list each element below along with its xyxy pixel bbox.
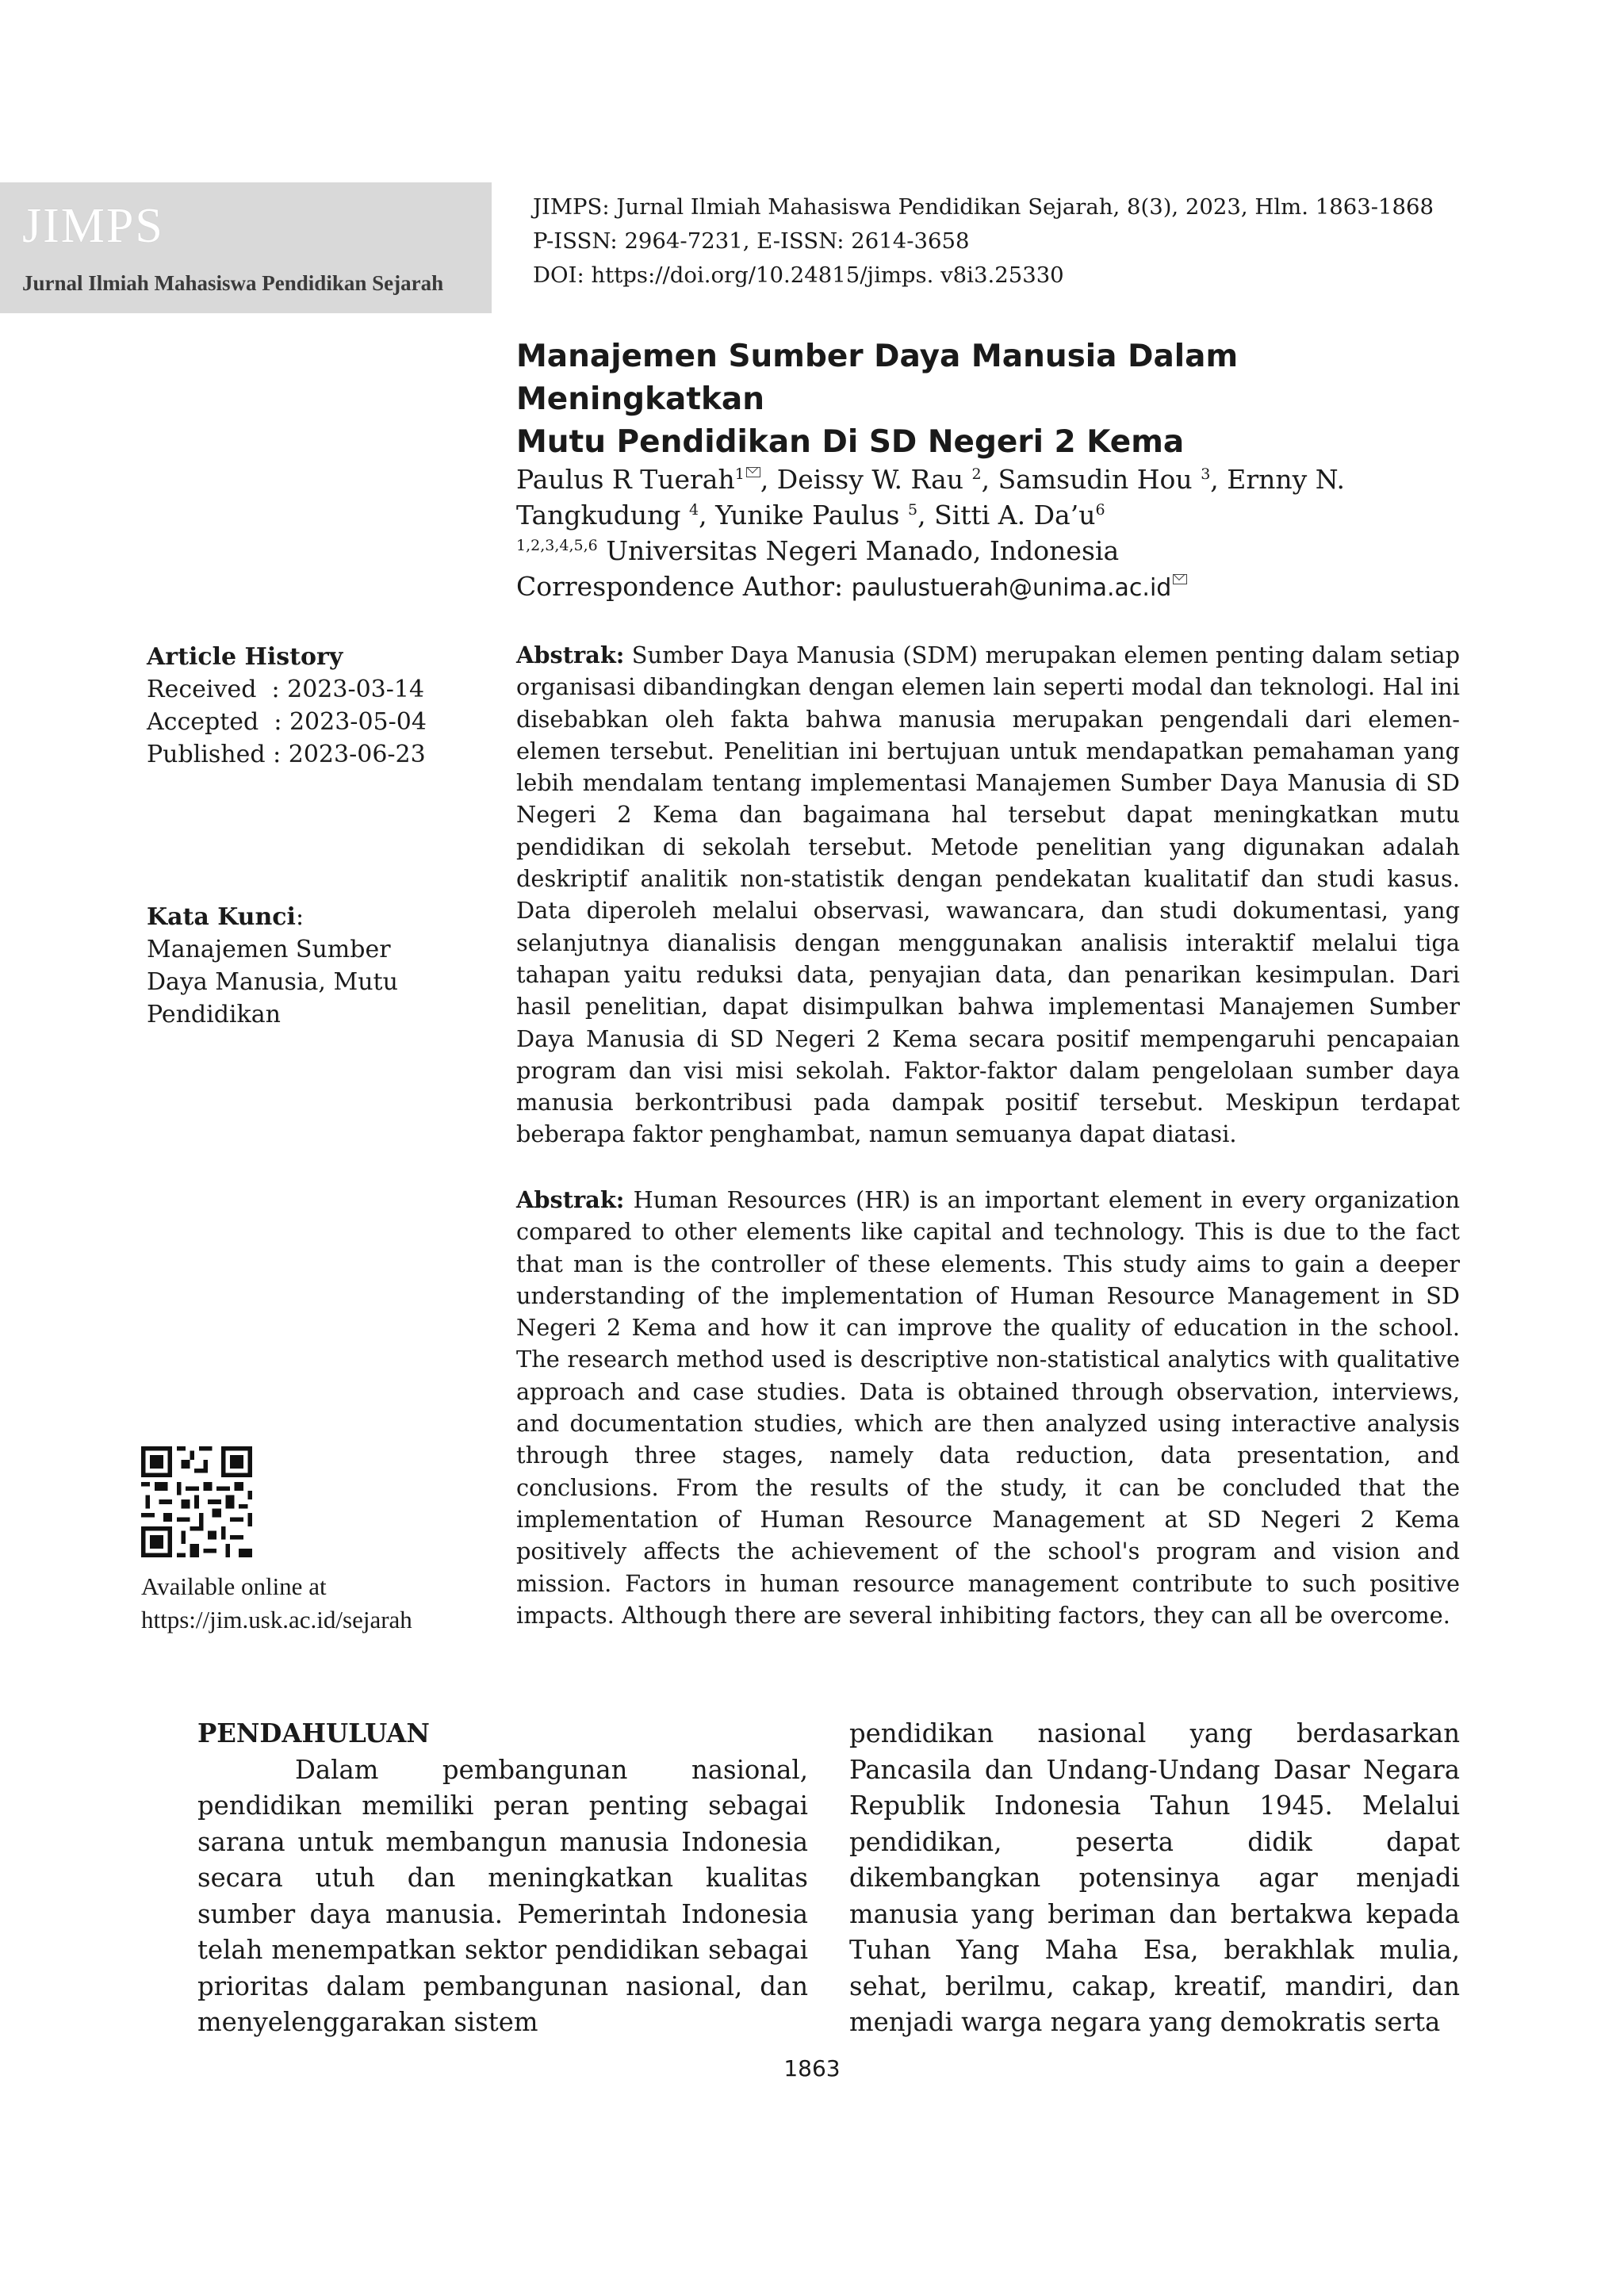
author-name: Paulus R Tuerah [516,464,735,495]
abstract-indonesian: Abstrak: Sumber Daya Manusia (SDM) merupakan elemen penting dalam setiap organisasi dibandingkan dengan elemen lain seperti modal dan teknologi. Hal ini disebabkan oleh fakta bahwa manusia merupakan pengendali dari elemen-elemen tersebut. Penelitian ini bertujuan untuk mendapatkan pemahaman yang lebih mendalam tentang implementasi Manajemen Sumber Daya Manusia di SD Negeri 2 Kema dan bagaimana hal tersebut dapat meningkatkan mutu pendidikan di sekolah tersebut. Metode penelitian yang digunakan adalah deskriptif analitik non-statistik dengan pendekatan kualitatif dan studi kasus. Data diperoleh melalui observasi, wawancara, dan studi dokumentasi, yang selanjutnya dianalisis dengan menggunakan analisis interaktif melalui tiga tahapan yaitu reduksi data, penyajian data, dan penarikan kesimpulan. Dari hasil penelitian, dapat disimpulkan bahwa implementasi Manajemen Sumber Daya Manusia di SD Negeri 2 Kema secara positif mempengaruhi pencapaian program dan visi misi sekolah. Faktor-faktor dalam pengelolaan sumber daya manusia berkontribusi pada dampak positif tersebut. Meskipun terdapat beberapa faktor penghambat, namun semuanya dapat diatasi. [516,641,1460,1148]
article-title [516,335,1468,464]
affiliation: $^{1,2,3,4,5,6}$ Universitas Negeri Manado, Indonesia [516,535,1120,566]
title-line-1: Manajemen Sumber Daya Manusia Dalam Meningkatkan [516,339,1239,417]
qr-code-icon[interactable] [141,1446,252,1557]
accepted-date: Accepted : 2023-05-04 [147,708,427,736]
received-date: Received : 2023-03-14 [147,676,425,703]
mail-icon [746,467,760,477]
author-name: Sitti A. Da’u [934,500,1096,530]
mail-icon [1173,574,1187,584]
doi-link[interactable]: DOI: https://doi.org/10.24815/jimps. v8i3.25330 [533,262,1064,288]
body-column-right [849,1716,1460,2041]
keywords-line: Pendidikan [147,1001,281,1028]
author-name: Yunike Paulus [715,500,900,530]
author-list: Paulus R Tuerah$^1$ , Deissy W. Rau $^2$, Samsudin Hou $^3$, Ernny N. Tangkudung $^4$, Yunike Paulus $^5$, Sitti A. $Da’u^6$ [516,464,1346,530]
author-block [516,461,1468,606]
keywords-line: Manajemen Sumber [147,936,391,963]
section-heading: PENDAHULUAN [197,1718,430,1748]
issn: P-ISSN: 2964-7231, E-ISSN: 2614-3658 [533,228,970,254]
journal-logo-subtitle: Jurnal Ilmiah Mahasiswa Pendidikan Sejarah [22,271,444,295]
availability-note: Available online at https://jim.usk.ac.id/sejarah [141,1570,412,1637]
correspondence: Correspondence Author: paulustuerah@unima.ac.id [516,569,1468,606]
keywords-heading: Kata Kunci: [147,903,304,931]
journal-logo-title: JIMPS [22,199,164,253]
page-number: 1863 [783,2055,841,2081]
title-line-2: Mutu Pendidikan Di SD Negeri 2 Kema [516,424,1185,460]
journal-url-link[interactable]: https://jim.usk.ac.id/sejarah [141,1606,412,1633]
author-name: Samsudin Hou [998,464,1193,495]
correspondence-email[interactable]: paulustuerah@unima.ac.id [851,574,1172,602]
article-history [147,641,480,771]
body-paragraph: pendidikan nasional yang berdasarkan Pancasila dan Undang-Undang Dasar Negara Republik Indonesia Tahun 1945. Melalui pendidikan, peserta didik dapat dikembangkan potensinya agar menjadi manusia yang beriman dan bertakwa kepada Tuhan Yang Maha Esa, berakhlak mulia, sehat, berilmu, cakap, kreatif, mandiri, dan menjadi warga negara yang demokratis serta [849,1718,1460,2037]
body-paragraph: Dalam pembangunan nasional, pendidikan memiliki peran penting sebagai sarana untuk membangun manusia Indonesia secara utuh dan meningkatkan kualitas sumber daya manusia. Pemerintah Indonesia telah menempatkan sektor pendidikan sebagai prioritas dalam pembangunan nasional, dan menyelenggarakan sistem [197,1754,808,2037]
history-heading: Article History [147,643,343,671]
published-date: Published : 2023-06-23 [147,741,426,768]
journal-meta [533,190,1434,293]
author-name: Deissy W. Rau [776,464,964,495]
author-name: Ernny N. Tangkudung [516,464,1346,530]
keywords [147,901,480,1031]
body-column-left [197,1716,808,2041]
citation: JIMPS: Jurnal Ilmiah Mahasiswa Pendidikan Sejarah, 8(3), 2023, Hlm. 1863-1868 [533,194,1434,220]
abstract-english: Abstrak: Human Resources (HR) is an important element in every organization compared to other elements like capital and technology. This is due to the fact that man is the controller of these elements. This study aims to gain a deeper understanding of the implementation of Human Resource Management in SD Negeri 2 Kema and how it can improve the quality of education in the school. The research method used is descriptive non-statistical analytics with qualitative approach and case studies. Data is obtained through observation, interviews, and documentation studies, which are then analyzed using interactive analysis through three stages, namely data reduction, data presentation, and conclusions. From the results of the study, it can be concluded that the implementation of Human Resource Management at SD Negeri 2 Kema positively affects the achievement of the school's program and vision and mission. Factors in human resource management contribute to such positive impacts. Although there are several inhibiting factors, they can all be overcome. [516,1186,1460,1629]
keywords-line: Daya Manusia, Mutu [147,968,398,996]
